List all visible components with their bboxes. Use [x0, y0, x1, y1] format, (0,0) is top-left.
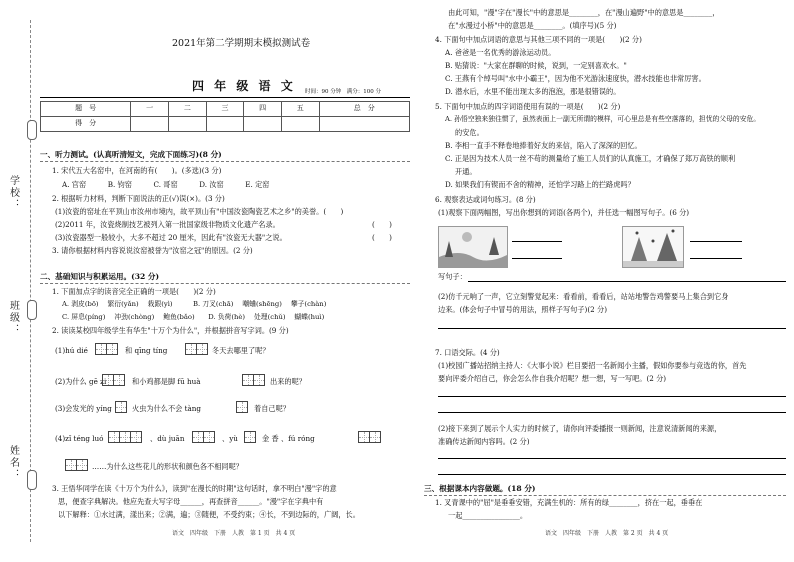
answer-grid[interactable] [244, 431, 255, 443]
spring-scene-picture [438, 226, 508, 268]
s2-q1: 1. 下面加点字的读音完全正确的一项是( )(2 分) [52, 287, 216, 296]
pinyin-prompt: 金 香 、fú róng [262, 434, 315, 443]
q4-c: C. 王燕有个绰号叫"水中小霸王"，因为他不光游泳速度快，潜水技能也非常厉害。 [445, 74, 706, 83]
section-divider [40, 283, 410, 284]
s1-q2-c: (3)汝瓷器型一般较小，大多不超过 20 厘米，因此有"汝瓷无大器"之说。 [55, 233, 287, 242]
q3-continued: 在"水漫过小桥"中的意思是________。(填序号)(5 分) [448, 21, 617, 30]
q5: 5. 下面句中加点的四字词语使用有误的一项是( )(2 分) [435, 102, 621, 111]
pinyin-prompt: 和 qīng tíng [125, 346, 168, 355]
score-cell[interactable] [131, 117, 169, 132]
binding-hole [27, 470, 37, 490]
s2-q3-b: 思，便查字典解决。他应先查大写字母______，再查拼音______。"漫"字在字典中有 [58, 497, 324, 506]
snow-scene-picture [622, 226, 684, 268]
answer-line[interactable] [438, 412, 786, 413]
grid-cell[interactable] [369, 431, 381, 443]
grid-cell[interactable] [244, 431, 256, 443]
q7: 7. 口语交际。(4 分) [435, 348, 500, 357]
score-cell[interactable] [319, 117, 409, 132]
s2-q3-c: 以下解释：①水过满，漾出来；②满，遍；③随便，不受约束；④长，不到边际的，广阔，长。 [58, 510, 360, 519]
score-cell[interactable] [169, 117, 207, 132]
s2-q2: 2. 读读某校四年级学生有华生"十万个为什么"，并根据拼音写字词。(9 分) [52, 326, 289, 335]
pinyin-prompt: (3)会发光的 yíng [55, 404, 112, 413]
q6-2-cont: 边来。(体会句子中冒号的用法，照样子写句子)(2 分) [438, 305, 608, 314]
q6-1: (1)观察下面两幅图，写出你想到的词语(各两个)，并任选一幅图写句子。(6 分) [438, 208, 690, 217]
write-sentence-label: 写句子： [438, 272, 467, 281]
answer-grid[interactable] [65, 459, 87, 471]
q6-2: (2)仿千元响了一声，它立刻警觉起来：看看前，看看后，站站地警告鸡警要马上集合到它身 [438, 292, 729, 301]
q7-2: (2)接下来到了展示个人实力的时候了，请你向评委播报一则新闻，注意说清新闻的来源， [438, 424, 722, 433]
s3-q1-cont: 一起________________。 [448, 511, 528, 520]
answer-line[interactable] [690, 241, 742, 242]
grid-cell[interactable] [196, 343, 208, 355]
header-rule [40, 97, 410, 98]
grid-cell[interactable] [253, 374, 265, 386]
school-label: 学校： [7, 175, 19, 211]
answer-grid[interactable] [115, 401, 126, 413]
q4-a: A. 爸爸是一名优秀的游泳运动员。 [445, 48, 556, 57]
section-3-title: 三、根据课本内容做题。(18 分) [424, 484, 536, 493]
answer-line[interactable] [438, 458, 786, 459]
answer-line[interactable] [438, 474, 786, 475]
q7-1: (1)校园广播站招纳主持人：《大事小说》栏目要招一名新闻小主播，假如你要参与竞选的你，首先 [438, 361, 747, 370]
exam-meta: 时间：90 分钟 满分：100 分 [305, 89, 381, 95]
subject-title: 四 年 级 语 文 [192, 79, 296, 93]
score-table [40, 101, 410, 132]
s1-q1: 1. 宋代五大名窑中，在河南的有( )。(多选)(3 分) [52, 166, 222, 175]
score-header: 二 [169, 102, 207, 117]
answer-line[interactable] [512, 258, 562, 259]
q5-c-cont: 开通。 [455, 167, 477, 176]
answer-line[interactable] [468, 281, 786, 282]
score-header: 四 [244, 102, 282, 117]
q3-continued: 由此可知，"漫"字在"漫长"中的意思是________，在"漫山遍野"中的意思是________， [448, 8, 720, 17]
pinyin-prompt: (2)为什么 gē zi [55, 377, 107, 386]
score-cell[interactable] [206, 117, 244, 132]
s1-q2-b-answer[interactable]: ( ) [372, 220, 392, 229]
answer-grid[interactable] [95, 343, 117, 355]
q7-1-cont: 要向评委介绍自己，你会怎么作自我介绍呢？想一想，写一写吧。(2 分) [438, 374, 667, 383]
s1-q1-options: A. 官窑 B. 钧窑 C. 哥窑 D. 汝窑 E. 定窑 [62, 180, 270, 189]
name-label: 姓名： [7, 445, 19, 481]
score-header: 三 [206, 102, 244, 117]
answer-line[interactable] [438, 328, 786, 329]
s3-q1: 1. 叉青课中的"屈"是垂垂安错，充满生机的：所有的绿________，挤在一起，垂垂在 [435, 498, 703, 507]
q6: 6. 观察表达或词句练习。(8 分) [435, 195, 536, 204]
answer-grid[interactable] [358, 431, 380, 443]
exam-title: 2021年第二学期期末模拟测试卷 [172, 38, 311, 49]
grid-cell[interactable] [106, 343, 118, 355]
sentence-text: 着自己呢？ [254, 404, 290, 413]
grid-cell[interactable] [113, 374, 125, 386]
section-divider [40, 161, 410, 162]
answer-grid[interactable] [108, 431, 141, 443]
pinyin-prompt: (1)hú dié [55, 346, 88, 355]
class-label: 班级： [7, 300, 19, 336]
page-footer: 语文 四年级 下册 人教 第 2 页 共 4 页 [545, 530, 669, 537]
answer-line[interactable] [690, 258, 742, 259]
answer-grid[interactable] [192, 431, 214, 443]
grid-cell[interactable] [130, 431, 142, 443]
answer-line[interactable] [512, 241, 562, 242]
pinyin-prompt: 和小鸡都是脚 fū huà [132, 377, 201, 386]
s2-q1-a: A. 剥皮(bō) 繁衍(yǎn) 栽跟(yì) B. 刀叉(chā) 嘲蛐(shēng) 攀子(chàn) [62, 300, 327, 308]
grid-cell[interactable] [236, 401, 248, 413]
grid-cell[interactable] [203, 431, 215, 443]
pinyin-prompt: 、yù [222, 434, 238, 443]
q4-b: B. 贴猜说："大家在群聊的时候，说到，一定别喜欢水。" [445, 61, 627, 70]
score-header: 五 [281, 102, 319, 117]
answer-grid[interactable] [185, 343, 207, 355]
answer-grid[interactable] [236, 401, 247, 413]
q5-a-cont: 的安危。 [455, 128, 484, 137]
score-header: 总 分 [319, 102, 409, 117]
score-row-label: 得 分 [41, 117, 131, 132]
pinyin-prompt: (4)zǐ téng luó [55, 434, 104, 443]
section-2-title: 二、基础知识与积累运用。(32 分) [40, 272, 160, 281]
pinyin-prompt: 火虫为什么不会 tàng [132, 404, 202, 413]
section-divider [424, 495, 786, 496]
binding-hole [27, 120, 37, 140]
s1-q2-a: (1)汝瓷的窑址在平顶山市汝州市境内，故平顶山有"中国汝瓷陶瓷艺术之乡"的美誉。( ) [55, 207, 344, 216]
q7-2-cont: 准确传达新闻内容吗。(2 分) [438, 437, 530, 446]
s2-q1-b: C. 屏息(píng) 冲劲(chòng) 鲍鱼(bǎo) D. 负荷(hè) 处理(chǔ) 蝴蝶(huì) [62, 313, 325, 321]
s1-q2: 2. 根据听力材料，判断下面说法的正(√)误(×)。(3 分) [52, 194, 225, 203]
s1-q2-c-answer[interactable]: ( ) [372, 233, 392, 242]
s2-q3: 3. 王悟华同学在读《十万个为什么》，读到"在漫长的时期"这句话时，拿不明白"漫"字的意 [52, 484, 337, 493]
s1-q3: 3. 请你根据材料内容说说汝窑被誉为"汝窑之冠"的原因。(2 分) [52, 246, 253, 255]
q5-d: D. 如果我们有锲而不舍的精神，还怕学习路上的拦路虎吗？ [445, 180, 635, 189]
sentence-text: ……为什么这些花儿的形状和颜色各不相同呢？ [92, 462, 243, 471]
score-cell[interactable] [244, 117, 282, 132]
s1-q2-b: (2)2011 年，汝瓷烧制技艺被列入第一批国家级非物质文化遗产名录。 [55, 220, 280, 229]
q4-d: D. 潜水后，水里不能出现太多的泡泡，那是很错误的。 [445, 87, 621, 96]
binding-hole [27, 300, 37, 320]
score-header: 一 [131, 102, 169, 117]
score-header: 题 号 [41, 102, 131, 117]
q5-a: A. 孙悟空独来独往惯了，虽然表面上一副无所谓的模样，可心里总是有些空落落的，担忧的父母的安危。 [445, 115, 761, 123]
q4: 4. 下面句中加点词语的意思与其他三项不同的一项是( )(2 分) [435, 35, 642, 44]
grid-cell[interactable] [76, 459, 88, 471]
pinyin-prompt: 、dù juān [150, 434, 185, 443]
q5-c: C. 正是因为技术人员一丝不苟的测量给了施工人员们的认真施工，才确保了郑万高铁的顺利 [445, 154, 736, 163]
binding-line [30, 20, 31, 542]
grid-cell[interactable] [115, 401, 127, 413]
q5-b: B. 李相一直手不释卷地捧着好友的来信，陷入了深深的回忆。 [445, 141, 642, 150]
answer-grid[interactable] [242, 374, 264, 386]
sentence-text: 冬天去哪里了呢？ [212, 346, 270, 355]
page-footer: 语文 四年级 下册 人教 第 1 页 共 4 页 [172, 530, 296, 537]
section-1-title: 一、听力测试。(认真听清短文，完成下面练习)(8 分) [40, 150, 222, 159]
sentence-text: 出来的呢？ [270, 377, 306, 386]
score-cell[interactable] [281, 117, 319, 132]
answer-line[interactable] [438, 396, 786, 397]
answer-grid[interactable] [102, 374, 124, 386]
